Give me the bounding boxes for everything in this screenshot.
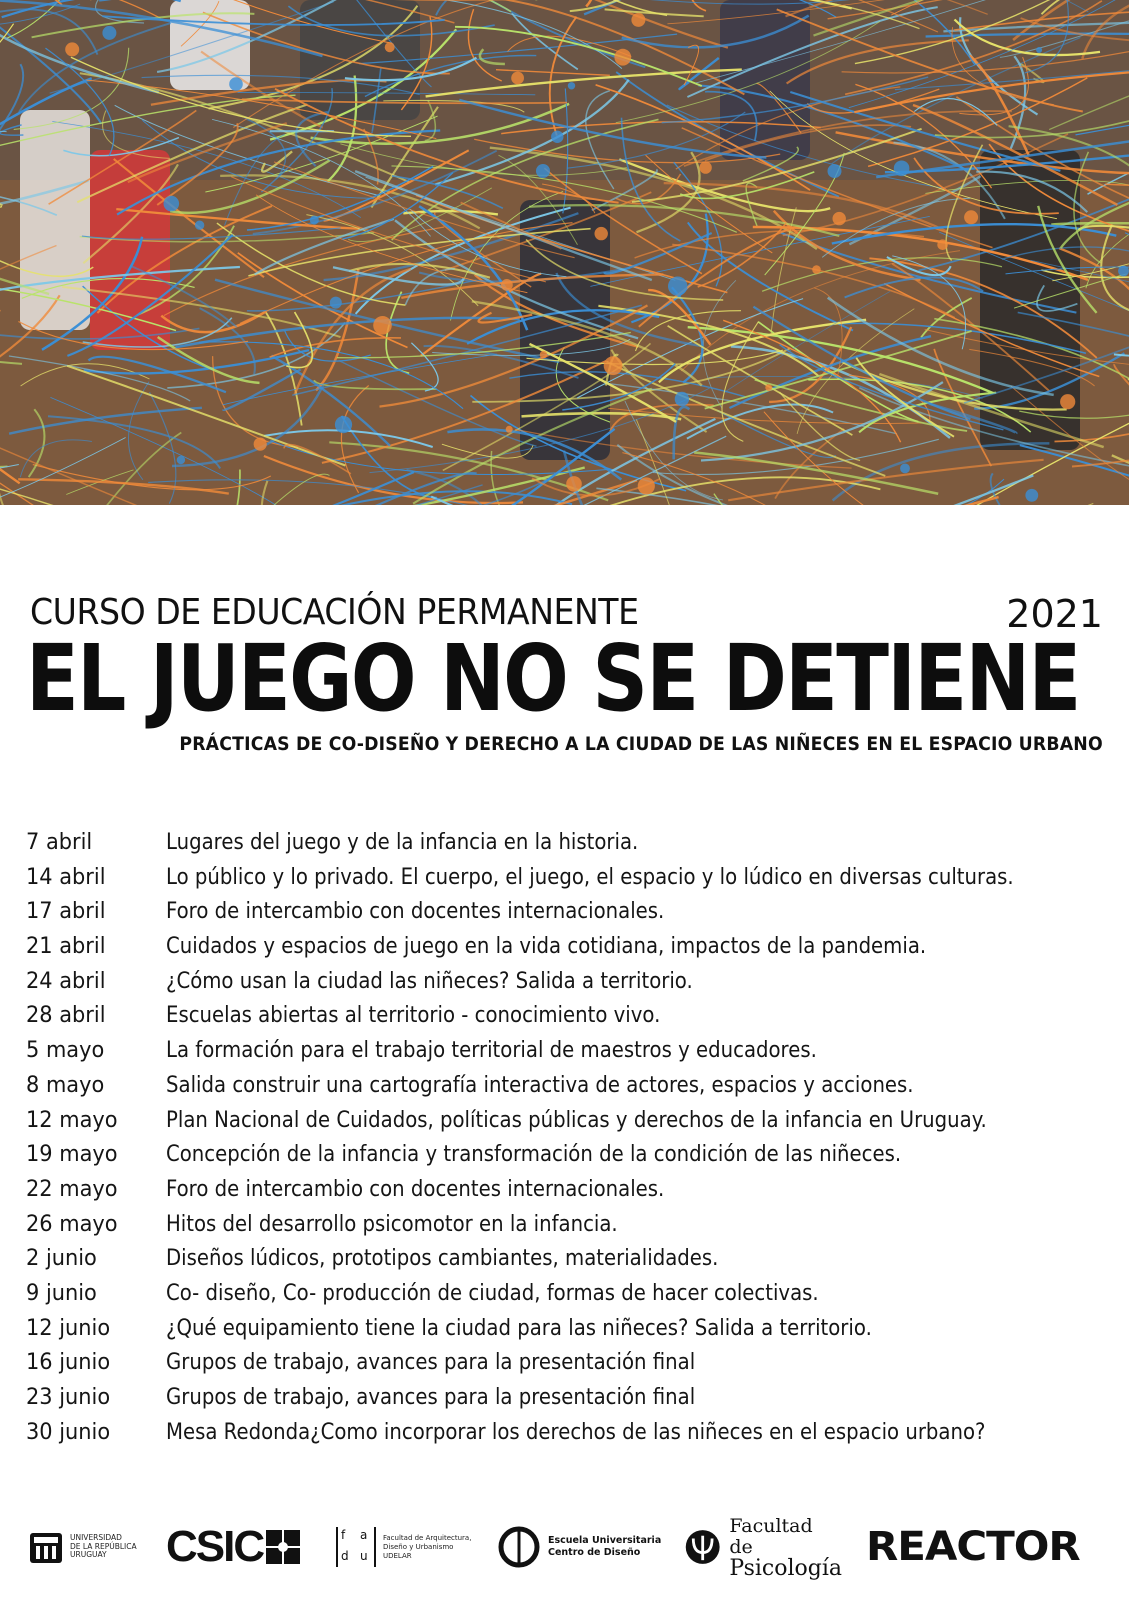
schedule-row: [26, 1173, 1116, 1208]
schedule-topic: Diseños lúdicos, prototipos cambiantes, materialidades.: [166, 1246, 719, 1272]
schedule-row: [26, 1069, 1116, 1104]
csic-name: CSIC: [166, 1522, 264, 1571]
eucd-logo: [494, 1512, 664, 1582]
schedule-topic: Co- diseño, Co- producción de ciudad, formas de hacer colectivas.: [166, 1280, 819, 1306]
schedule-date: 30 junio: [26, 1419, 111, 1445]
schedule-topic: Lo público y lo privado. El cuerpo, el juego, el espacio y lo lúdico en diversas culturas.: [166, 864, 1014, 890]
schedule-date: 12 junio: [26, 1315, 111, 1341]
schedule-date: 5 mayo: [26, 1038, 105, 1064]
schedule-row: [26, 1381, 1116, 1416]
course-type-heading: CURSO DE EDUCACIÓN PERMANENTE: [30, 592, 639, 633]
schedule-row: [26, 1312, 1116, 1347]
schedule-row: [26, 999, 1116, 1034]
fadu-letter: f: [341, 1528, 346, 1542]
schedule-date: 22 mayo: [26, 1176, 118, 1202]
fadu-logo: [336, 1512, 486, 1582]
schedule-topic: Foro de intercambio con docentes internacionales.: [166, 1176, 665, 1202]
schedule-row: [26, 826, 1116, 861]
schedule-topic: Foro de intercambio con docentes internacionales.: [166, 899, 665, 925]
schedule-date: 17 abril: [26, 899, 106, 925]
psicologia-name: [729, 1516, 842, 1579]
sponsor-logos: [0, 1512, 1129, 1582]
psicologia-logo: [682, 1512, 842, 1582]
schedule-row: [26, 1034, 1116, 1069]
schedule-date: 2 junio: [26, 1246, 97, 1272]
schedule-date: 14 abril: [26, 864, 106, 890]
schedule-row: [26, 1208, 1116, 1243]
schedule-row: [26, 1346, 1116, 1381]
reactor-name: REACTOR: [866, 1524, 1080, 1570]
fadu-name: Facultad de Arquitectura, Diseño y Urbanismo UDELAR: [383, 1533, 472, 1560]
schedule-date: 9 junio: [26, 1280, 97, 1306]
fadu-letter: d: [341, 1549, 349, 1563]
schedule-topic: Lugares del juego y de la infancia en la historia.: [166, 830, 639, 855]
schedule-row: [26, 895, 1116, 930]
schedule-topic: Escuelas abiertas al territorio - conocimiento vivo.: [166, 1003, 661, 1029]
schedule-date: 19 mayo: [26, 1142, 118, 1168]
schedule-topic: Grupos de trabajo, avances para la presentación final: [166, 1385, 696, 1410]
udelar-name: UNIVERSIDAD DE LA REPÚBLICA URUGUAY: [70, 1533, 137, 1560]
schedule-date: 21 abril: [26, 934, 106, 960]
fadu-letter: u: [360, 1549, 368, 1563]
page-title: EL JUEGO NO SE DETIENE: [26, 625, 1080, 732]
udelar-seal-icon: [28, 1527, 64, 1567]
schedule-topic: ¿Cómo usan la ciudad las niñeces? Salida a territorio.: [166, 968, 693, 994]
schedule-topic: Mesa Redonda¿Como incorporar los derechos de las niñeces en el espacio urbano?: [166, 1419, 986, 1445]
schedule-date: 12 mayo: [26, 1107, 118, 1133]
eucd-name: Escuela Universitaria Centro de Diseño: [548, 1535, 662, 1558]
psicologia-line1: Facultad de: [729, 1514, 813, 1558]
schedule-topic: Grupos de trabajo, avances para la presentación final: [166, 1350, 696, 1376]
reactor-logo: [866, 1512, 1106, 1582]
schedule-date: 24 abril: [26, 968, 106, 994]
psi-symbol-icon: [682, 1527, 723, 1567]
schedule-topic: Concepción de la infancia y transformación de la condición de las niñeces.: [166, 1142, 902, 1168]
schedule-topic: Hitos del desarrollo psicomotor en la infancia.: [166, 1211, 618, 1237]
schedule-topic: Cuidados y espacios de juego en la vida cotidiana, impactos de la pandemia.: [166, 934, 927, 960]
schedule-row: [26, 965, 1116, 1000]
schedule-list: [26, 826, 1116, 1450]
schedule-topic: Salida construir una cartografía interactiva de actores, espacios y acciones.: [166, 1072, 914, 1098]
schedule-row: [26, 861, 1116, 896]
schedule-row: [26, 1138, 1116, 1173]
psicologia-line2: Psicología: [729, 1555, 842, 1581]
schedule-date: 7 abril: [26, 830, 93, 855]
string-web-illustration: [0, 0, 1129, 505]
udelar-logo: [28, 1512, 158, 1582]
csic-logo: [166, 1512, 316, 1582]
schedule-row: [26, 1416, 1116, 1451]
schedule-row: [26, 1242, 1116, 1277]
hero-photo-string-web: [0, 0, 1129, 505]
schedule-date: 8 mayo: [26, 1072, 105, 1098]
schedule-date: 26 mayo: [26, 1211, 118, 1237]
schedule-topic: Plan Nacional de Cuidados, políticas públicas y derechos de la infancia en Uruguay.: [166, 1107, 987, 1133]
csic-mark-icon: [265, 1529, 301, 1565]
page-subtitle: PRÁCTICAS DE CO-DISEÑO Y DERECHO A LA CIUDAD DE LAS NIÑECES EN EL ESPACIO URBANO: [179, 733, 1103, 755]
schedule-date: 16 junio: [26, 1350, 111, 1376]
schedule-row: [26, 930, 1116, 965]
schedule-date: 28 abril: [26, 1003, 106, 1029]
course-year: 2021: [1006, 592, 1103, 636]
eucd-circle-icon: [494, 1525, 544, 1569]
schedule-date: 23 junio: [26, 1385, 111, 1410]
fadu-letter: a: [360, 1528, 368, 1542]
schedule-topic: ¿Qué equipamiento tiene la ciudad para las niñeces? Salida a territorio.: [166, 1315, 872, 1341]
schedule-row: [26, 1277, 1116, 1312]
schedule-topic: La formación para el trabajo territorial de maestros y educadores.: [166, 1038, 817, 1064]
schedule-row: [26, 1104, 1116, 1139]
fadu-mark-icon: [336, 1527, 376, 1567]
